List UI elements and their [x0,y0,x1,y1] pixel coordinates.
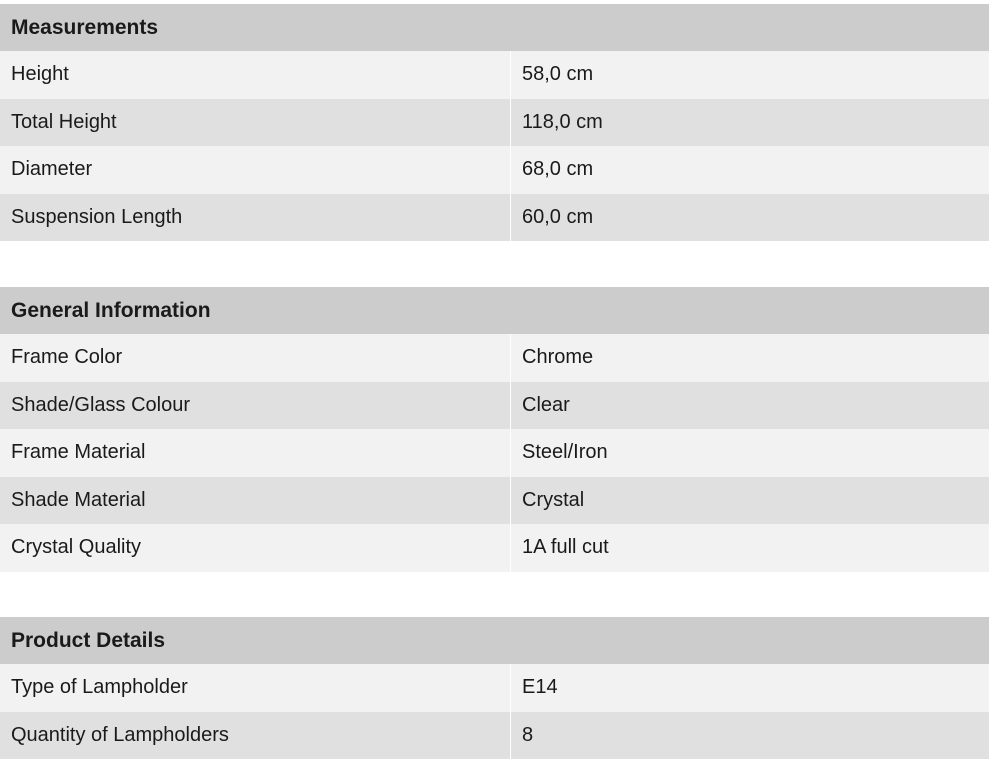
row-label: Suspension Length [11,205,183,228]
table-row [0,146,989,194]
row-value: 1A full cut [510,524,989,572]
general-information-table [0,287,989,572]
section-title-general-information: General Information [0,287,989,334]
row-value: 68,0 cm [510,146,989,194]
row-value: 60,0 cm [510,194,989,242]
row-label: Height [11,63,69,86]
table-row [0,194,989,242]
row-label: Quantity of Lampholders [11,723,229,746]
section-title-product-details: Product Details [0,617,989,664]
row-label: Type of Lampholder [11,676,188,699]
section-title-measurements: Measurements [0,4,989,51]
product-details-table [0,617,989,759]
row-value: Crystal [510,477,989,525]
row-label: Diameter [11,158,93,181]
row-label: Frame Color [11,346,123,369]
table-row [0,382,989,430]
row-value: Chrome [510,334,989,382]
row-value: Clear [510,382,989,430]
table-row [0,712,989,760]
row-label: Crystal Quality [11,536,142,559]
row-label: Frame Material [11,441,146,464]
table-row [0,51,989,99]
table-row [0,429,989,477]
measurements-table [0,4,989,241]
row-label: Shade/Glass Colour [11,393,190,416]
row-value: 118,0 cm [510,99,989,147]
table-row [0,664,989,712]
table-row [0,334,989,382]
row-value: Steel/Iron [510,429,989,477]
row-label: Total Height [11,110,117,133]
table-row [0,477,989,525]
table-row [0,524,989,572]
row-value: 8 [510,712,989,760]
row-value: E14 [510,664,989,712]
row-value: 58,0 cm [510,51,989,99]
table-row [0,99,989,147]
row-label: Shade Material [11,488,146,511]
